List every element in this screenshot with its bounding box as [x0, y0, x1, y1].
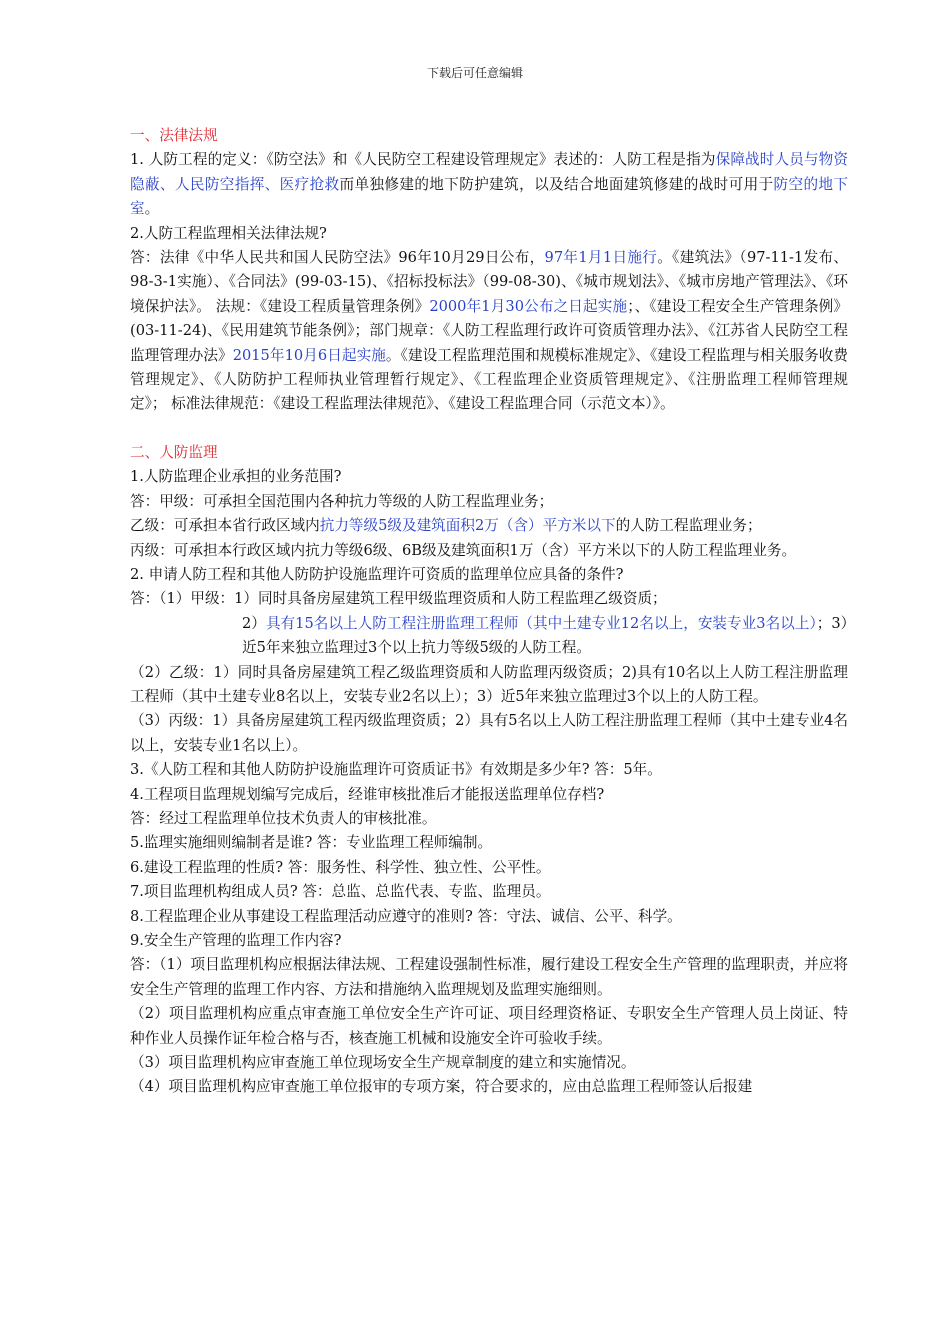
paragraph	[130, 856, 848, 880]
paragraph	[130, 222, 848, 246]
paragraph	[130, 539, 848, 563]
text-run: 。《建设工程监理范围和规模标准规定》、《建设工程监理与相关服务收费管理规定》、《人防防护工程师执业管理暂行规定》、《工程监理企业资质管理规定》、《注册监理工程师管理规定》； 标准法律规范：《建设工程监理法律规范》、《建设工程监理合同（示范文本）》。	[130, 346, 848, 413]
highlighted-text: 2015年10月6日起实施	[232, 346, 386, 364]
text-run: 9.安全生产管理的监理工作内容?	[130, 932, 342, 949]
text-run: 。《建筑法》（97-11-1发布、98-3-1实施）、《合同法》(99-03-15)、《招标投标法》（99-08-30)、《城市规划法》、《城市房地产管理法》、《环境保护法》。 法规：《建设工程质量管理条例》	[130, 249, 848, 315]
paragraph	[130, 929, 848, 953]
text-run: 而单独修建的地下防护建筑，以及结合地面建筑修建的战时可用于	[339, 175, 774, 193]
paragraph	[130, 661, 848, 710]
text-run: ；3）近5年来独立监理过3个以上抗力等级5级的人防工程。	[242, 614, 848, 657]
text-run: 答：法律《中华人民共和国人民防空法》96年10月29日公布，	[130, 249, 545, 267]
text-run: 答：甲级：可承担全国范围内各种抗力等级的人防工程监理业务；	[130, 492, 554, 510]
paragraph	[130, 246, 848, 417]
text-run: 答：（1）项目监理机构应根据法律法规、工程建设强制性标准，履行建设工程安全生产管理的监理职责，并应将安全生产管理的监理工作内容、方法和措施纳入监理规划及监理实施细则。	[130, 956, 848, 998]
highlighted-text: 抗力等级5级及建筑面积2万（含）平方米以下	[319, 517, 616, 535]
paragraph	[130, 563, 848, 587]
text-run: （4）项目监理机构应审查施工单位报审的专项方案，符合要求的，应由总监理工程师签认后报建	[130, 1078, 753, 1096]
text-run: 2. 申请人防工程和其他人防防护设施监理许可资质的监理单位应具备的条件?	[130, 565, 624, 583]
text-run: ；、《建设工程安全生产管理条例》(03-11-24)、《民用建筑节能条例》；部门规章：《人防工程监理行政许可资质管理办法》、《江苏省人民防空工程监理管理办法》	[130, 297, 848, 364]
paragraph	[130, 612, 848, 661]
text-run: （2）项目监理机构应重点审查施工单位安全生产许可证、项目经理资格证、专职安全生产管理人员上岗证、特种作业人员操作证年检合格与否，核查施工机械和设施安全许可验收手续。	[130, 1005, 848, 1047]
text-run: 4.工程项目监理规划编写完成后，经谁审核批准后才能报送监理单位存档?	[130, 785, 605, 803]
paragraph	[130, 831, 848, 855]
text-run: （3）项目监理机构应审查施工单位现场安全生产规章制度的建立和实施情况。	[130, 1054, 636, 1072]
text-run: 2.人防工程监理相关法律法规?	[130, 224, 327, 242]
text-run: 2）	[242, 614, 266, 632]
paragraph	[130, 783, 848, 807]
text-run: 5.监理实施细则编制者是谁? 答：专业监理工程师编制。	[130, 834, 493, 852]
text-run: 1.人防监理企业承担的业务范围?	[130, 468, 342, 486]
paragraph	[130, 514, 848, 538]
paragraph	[130, 1002, 848, 1051]
paragraph	[130, 1051, 848, 1075]
section-heading: 一、法律法规	[130, 127, 218, 144]
highlighted-text: 具有15名以上人防工程注册监理工程师（其中土建专业12名以上，安装专业3名以上）	[265, 614, 817, 632]
text-run: 的人防工程监理业务；	[615, 517, 762, 535]
text-run: （2）乙级：1）同时具备房屋建筑工程乙级监理资质和人防监理丙级资质；2)具有10名以上人防工程注册监理工程师（其中土建专业8名以上，安装专业2名以上）；3）近5年来独立监理过3个以上的人防工程。	[130, 663, 848, 705]
text-run: 7.项目监理机构组成人员? 答：总监、总监代表、专监、监理员。	[130, 883, 551, 901]
text-run: 3.《人防工程和其他人防防护设施监理许可资质证书》有效期是多少年? 答：5年。	[130, 761, 662, 779]
text-run: 1. 人防工程的定义：《防空法》和《人民防空工程建设管理规定》表述的：人防工程是指为	[130, 151, 716, 169]
paragraph	[130, 148, 848, 221]
paragraph	[130, 709, 848, 758]
paragraph	[130, 490, 848, 514]
highlighted-text: 97年1月1日施行	[544, 249, 658, 267]
text-run: 8.工程监理企业从事建设工程监理活动应遵守的准则? 答：守法、诚信、公平、科学。	[130, 907, 682, 925]
section-spacer	[130, 417, 848, 441]
highlighted-text: 保障战时人员与物资隐蔽、人民防空指挥、医疗抢救	[130, 151, 848, 193]
section-heading: 二、人防监理	[130, 443, 218, 461]
text-run: 。	[144, 200, 160, 218]
text-run: 答：（1）甲级：1）同时具备房屋建筑工程甲级监理资质和人防工程监理乙级资质；	[130, 590, 667, 608]
text-run: （3）丙级：1）具备房屋建筑工程丙级监理资质；2）具有5名以上人防工程注册监理工程师（其中土建专业4名以上，安装专业1名以上）。	[130, 712, 848, 754]
paragraph	[130, 1075, 848, 1099]
paragraph	[130, 807, 848, 831]
highlighted-text: 2000年1月30公布之日起实施	[429, 297, 628, 315]
paragraph	[130, 953, 848, 1002]
paragraph	[130, 880, 848, 904]
text-run: 乙级：可承担本省行政区域内	[130, 517, 320, 535]
page-header: 下载后可任意编辑	[426, 66, 523, 80]
document-body	[130, 124, 848, 1100]
paragraph	[130, 905, 848, 929]
text-run: 丙级：可承担本行政区域内抗力等级6级、6B级及建筑面积1万（含）平方米以下的人防工程监理业务。	[130, 541, 797, 559]
text-run: 答：经过工程监理单位技术负责人的审核批准。	[130, 809, 437, 827]
paragraph	[130, 465, 848, 489]
paragraph	[130, 758, 848, 782]
highlighted-text: 防空的地下室	[130, 175, 848, 218]
paragraph	[130, 587, 848, 611]
text-run: 6.建设工程监理的性质? 答：服务性、科学性、独立性、公平性。	[130, 858, 551, 876]
